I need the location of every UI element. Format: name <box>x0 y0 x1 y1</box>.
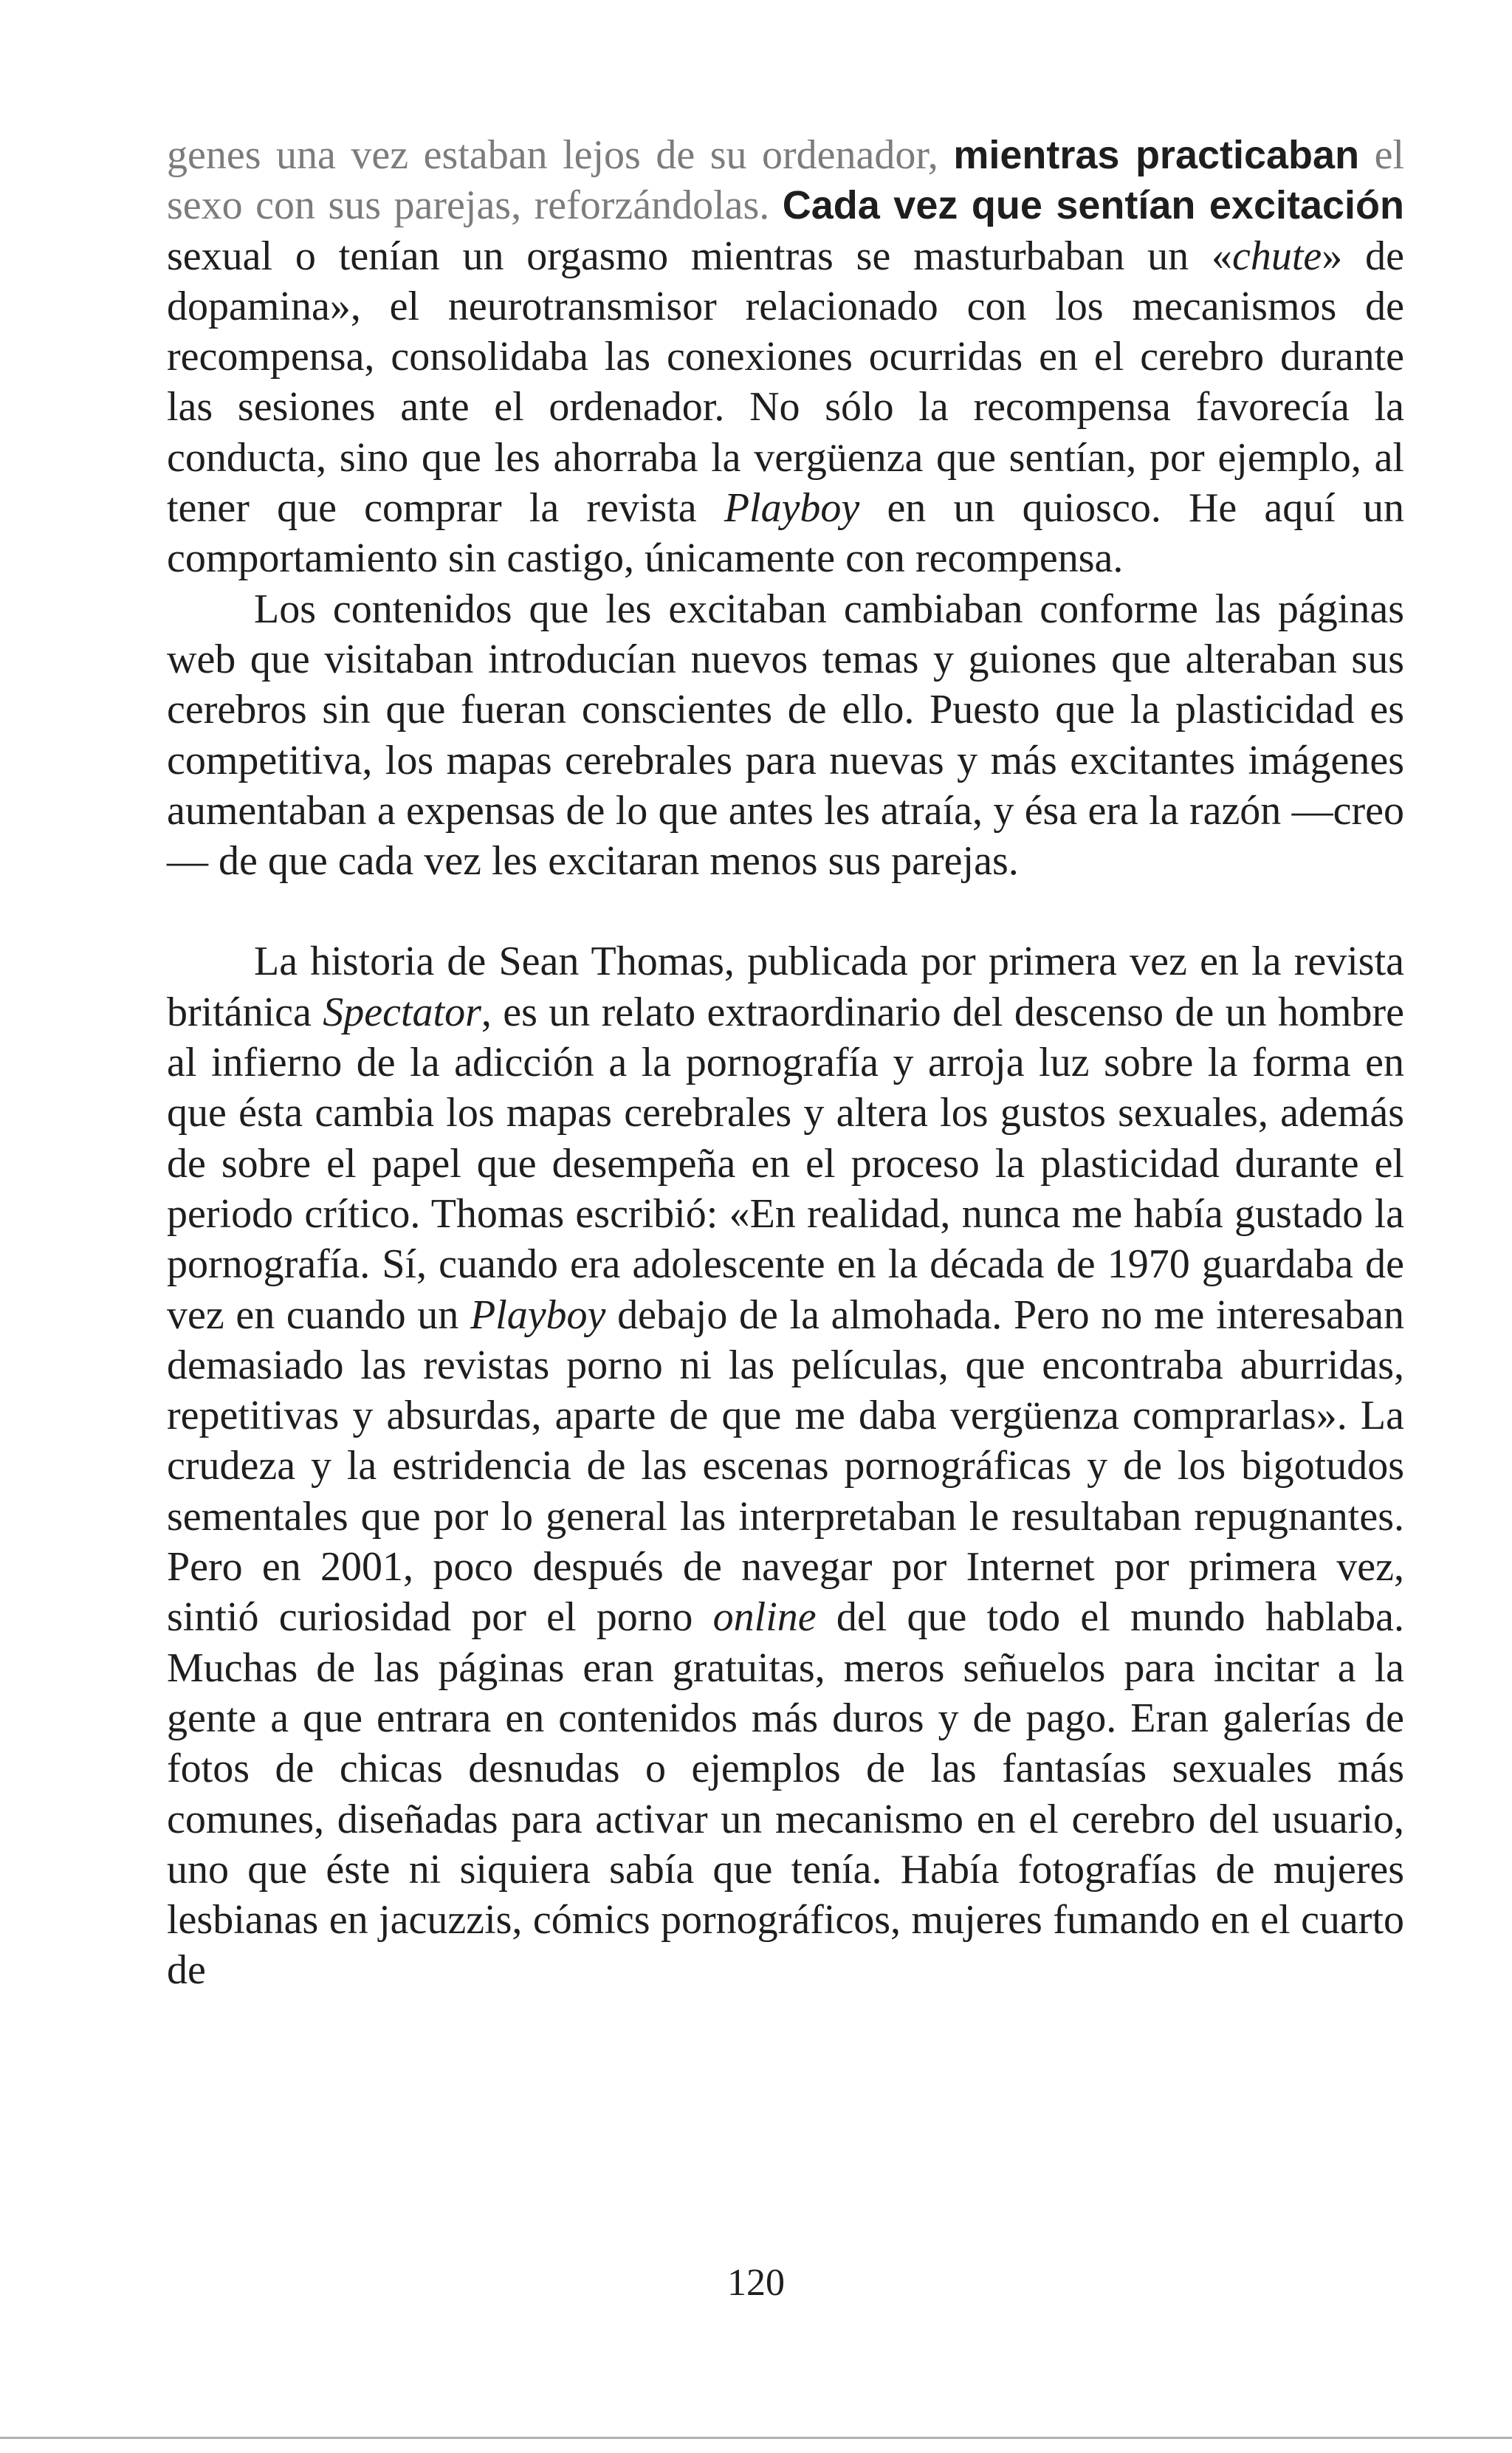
p1-seg-8: en un quiosco. He aquí un comportamiento sin castigo, únicamente con recompensa. <box>167 485 1404 582</box>
p1-seg-6: » de dopamina», el neurotransmisor relacionado con los mecanismos de recompensa, consolidaba las conexiones ocurridas en el cerebro durante las sesiones ante el ordenador. No sólo la recompensa favorecía la conducta, sino que les ahorraba la vergüenza que sentían, por ejemplo, al tener que comprar la revista <box>167 233 1404 532</box>
p3-seg-6: del que todo el mundo hablaba. Muchas de las páginas eran gratuitas, meros señuelos para incitar a la gente a que entrara en contenidos más duros y de pago. Eran galerías de fotos de chicas desnudas o ejemplos de las fantasías sexuales más comunes, diseñadas para activar un mecanismo en el cerebro del usuario, uno que éste ni siquiera sabía que tenía. Había fotografías de mujeres lesbianas en jacuzzis, cómics pornográficos, mujeres fumando en el cuarto de <box>167 1594 1404 1994</box>
p1-seg-0: genes una vez estaban lejos de su ordenador, <box>167 132 954 178</box>
p1-seg-1: mientras practicaban <box>953 133 1360 177</box>
page-number: 120 <box>727 2262 785 2304</box>
p1-seg-7: Playboy <box>724 485 860 532</box>
p3-seg-2: , es un relato extraordinario del descenso de un hombre al infierno de la adicción a la pornografía y arroja luz sobre la forma en que ésta cambia los mapas cerebrales y altera los gustos sexuales, además de sobre el papel que desempeña en el proceso la plasticidad durante el periodo crítico. Thomas escribió: «En realidad, nunca me había gustado la pornografía. Sí, cuando era adolescente en la década de 1970 guardaba de vez en cuando un <box>167 989 1405 1338</box>
p1-seg-3: Cada vez que sentían excitación <box>782 183 1404 228</box>
p1-seg-2: el sexo con sus parejas, reforzándolas. <box>167 132 1405 229</box>
p1-seg-4: sexual o tenían un orgasmo mientras se masturbaban un « <box>167 233 1232 279</box>
p3-seg-4: debajo de la almohada. Pero no me interesaban demasiado las revistas porno ni las películas, que encontraba aburridas, repetitivas y absurdas, aparte de que me daba vergüenza comprarlas». La crudeza y la estridencia de las escenas pornográficas y de los bigotudos sementales que por lo general las interpretaban le resultaban repugnantes. Pero en 2001, poco después de navegar por Internet por primera vez, sintió curiosidad por el porno <box>167 1291 1404 1641</box>
p3-seg-5: online <box>712 1594 817 1641</box>
paragraph-2: Los contenidos que les excitaban cambiaban conforme las páginas web que visitaban introducían nuevos temas y guiones que alteraban sus cerebros sin que fueran conscientes de ello. Puesto que la plasticidad es competitiva, los mapas cerebrales para nuevas y más excitantes imágenes aumentaban a expensas de lo que antes les atraía, y ésa era la razón —creo— de que cada vez les excitaran menos sus parejas. <box>167 586 1404 885</box>
paragraph-1 <box>167 130 1404 584</box>
paragraph-3 <box>167 936 1404 1995</box>
scan-bottom-edge <box>0 2437 1512 2439</box>
book-page-text <box>167 130 1404 1996</box>
p3-seg-1: Spectator <box>323 989 481 1035</box>
p1-seg-5: chute <box>1232 233 1322 279</box>
p3-seg-0: La historia de Sean Thomas, publicada por primera vez en la revista británica <box>167 939 1404 1035</box>
p3-seg-3: Playboy <box>470 1291 606 1338</box>
